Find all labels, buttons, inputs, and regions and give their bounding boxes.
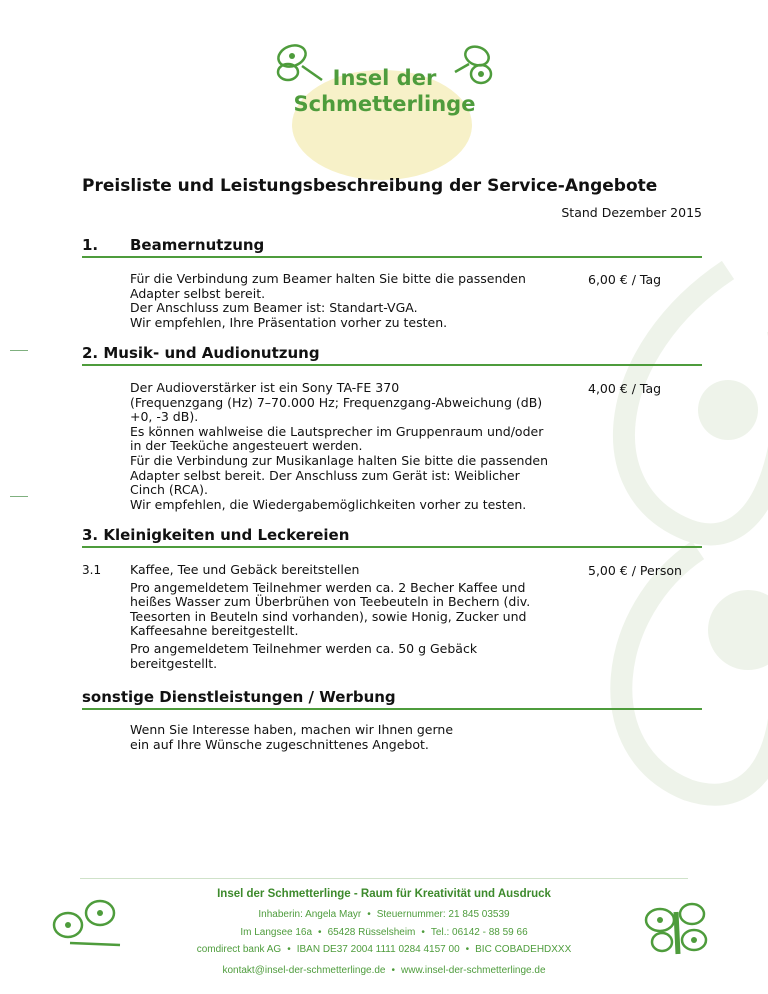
footer-bic: BIC COBADEHDXXX bbox=[475, 944, 572, 955]
body-line: Für die Verbindung zur Musikanlage halten Sie bitte die passenden bbox=[130, 452, 548, 468]
section-heading-snacks bbox=[82, 526, 702, 548]
footer-separator: • bbox=[287, 944, 291, 955]
section-body-other bbox=[130, 723, 570, 752]
footer-contact-line bbox=[0, 965, 768, 976]
butterfly-icon bbox=[638, 898, 714, 960]
section-heading-other bbox=[82, 688, 702, 710]
section-title: 3. Kleinigkeiten und Leckereien bbox=[82, 526, 350, 544]
footer-tax-number: Steuernummer: 21 845 03539 bbox=[376, 909, 510, 920]
footer-owner: Inhaberin: Angela Mayr bbox=[258, 909, 362, 920]
footer-separator: • bbox=[318, 927, 322, 938]
footer-separator: • bbox=[391, 965, 395, 976]
section-body-beamer bbox=[130, 272, 570, 330]
body-line: Wir empfehlen, Ihre Präsentation vorher zu testen. bbox=[130, 314, 448, 330]
body-line: in der Teeküche angesteuert werden. bbox=[130, 438, 363, 454]
body-line: +0, -3 dB). bbox=[130, 409, 199, 425]
footer-email-link[interactable]: kontakt@insel-der-schmetterlinge.de bbox=[222, 965, 386, 976]
body-line: ein auf Ihre Wünsche zugeschnittenes Angebot. bbox=[130, 736, 429, 752]
fold-mark bbox=[10, 350, 28, 351]
section-body-snacks bbox=[130, 563, 570, 671]
footer-street: Im Langsee 16a bbox=[240, 927, 313, 938]
body-line: Teesorten in Beuteln sind vorhanden), sowie Honig, Zucker und bbox=[130, 608, 527, 624]
footer-separator: • bbox=[465, 944, 470, 955]
body-line: Cinch (RCA). bbox=[130, 482, 208, 498]
fold-mark bbox=[10, 496, 28, 497]
section-body-audio bbox=[130, 381, 570, 512]
footer-iban: IBAN DE37 2004 1111 0284 4157 00 bbox=[296, 944, 460, 955]
body-line: (Frequenzgang (Hz) 7–70.000 Hz; Frequenzgang-Abweichung (dB) bbox=[130, 394, 543, 410]
section-number: 1. bbox=[82, 236, 99, 254]
body-line: Der Audioverstärker ist ein Sony TA-FE 370 bbox=[130, 380, 400, 395]
body-line: Kaffeesahne bereitgestellt. bbox=[130, 623, 299, 639]
body-line: Wir empfehlen, die Wiedergabemöglichkeiten vorher zu testen. bbox=[130, 496, 527, 512]
price-beamer: 6,00 € / Tag bbox=[588, 272, 662, 287]
body-line: bereitgestellt. bbox=[130, 655, 218, 671]
page-title: Preisliste und Leistungsbeschreibung der Service-Angebote bbox=[82, 176, 658, 196]
body-line: Adapter selbst bereit. Der Anschluss zum Gerät ist: Weiblicher bbox=[130, 467, 520, 483]
footer-divider bbox=[80, 878, 688, 879]
butterfly-icon bbox=[50, 895, 130, 955]
price-audio: 4,00 € / Tag bbox=[588, 381, 662, 396]
item-number: 3.1 bbox=[82, 563, 102, 577]
date-stamp: Stand Dezember 2015 bbox=[561, 205, 702, 220]
logo-line1: Insel der bbox=[332, 66, 437, 90]
body-line: Kaffee, Tee und Gebäck bereitstellen bbox=[130, 562, 360, 577]
body-line: Pro angemeldetem Teilnehmer werden ca. 50 g Gebäck bbox=[130, 640, 478, 656]
body-line: Es können wahlweise die Lautsprecher im Gruppenraum und/oder bbox=[130, 423, 544, 439]
body-line: Wenn Sie Interesse haben, machen wir Ihnen gerne bbox=[130, 722, 454, 737]
section-title: sonstige Dienstleistungen / Werbung bbox=[82, 688, 396, 706]
footer-company: Insel der Schmetterlinge - Raum für Kreativität und Ausdruck bbox=[217, 888, 551, 900]
footer-city: 65428 Rüsselsheim bbox=[327, 927, 416, 938]
footer-phone: Tel.: 06142 - 88 59 66 bbox=[430, 927, 528, 938]
logo bbox=[272, 40, 497, 148]
footer-bank: comdirect bank AG bbox=[196, 944, 282, 955]
body-line: Pro angemeldetem Teilnehmer werden ca. 2 Becher Kaffee und bbox=[130, 579, 526, 595]
section-heading-beamer bbox=[82, 236, 702, 258]
body-line: Adapter selbst bereit. bbox=[130, 285, 266, 301]
logo-line2: Schmetterlinge bbox=[293, 92, 476, 116]
footer-website-link[interactable]: www.insel-der-schmetterlinge.de bbox=[401, 965, 546, 976]
section-heading-audio bbox=[82, 344, 702, 366]
section-title: 2. Musik- und Audionutzung bbox=[82, 344, 320, 362]
body-line: Der Anschluss zum Beamer ist: Standart-VGA. bbox=[130, 300, 418, 316]
footer-separator: • bbox=[367, 909, 371, 920]
footer-separator: • bbox=[421, 927, 425, 938]
price-snacks: 5,00 € / Person bbox=[588, 563, 682, 578]
body-line: Für die Verbindung zum Beamer halten Sie bitte die passenden bbox=[130, 271, 526, 286]
section-title: Beamernutzung bbox=[130, 236, 265, 254]
body-line: heißes Wasser zum Überbrühen von Teebeuteln in Bechern (div. bbox=[130, 594, 531, 610]
